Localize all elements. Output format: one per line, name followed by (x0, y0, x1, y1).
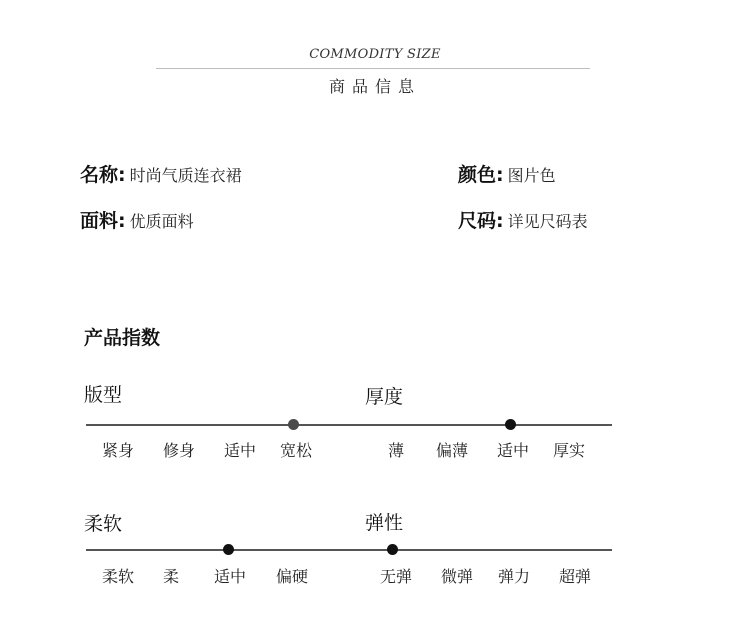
info-color (458, 160, 556, 187)
info-size-label: 尺码 (458, 210, 497, 232)
thickness-label: 厚度 (365, 386, 404, 408)
thickness-option: 偏薄 (435, 441, 468, 460)
elasticity-option: 无弹 (379, 567, 412, 586)
softness-option: 柔 (162, 567, 179, 586)
indices-title: 产品指数 (84, 327, 161, 349)
elasticity-option: 超弹 (558, 567, 591, 586)
softness-option: 偏硬 (275, 567, 308, 586)
info-colon: : (118, 164, 126, 186)
fit-thickness-scale-line (86, 424, 612, 426)
info-size-value: 详见尺码表 (507, 212, 588, 231)
info-colon: : (118, 210, 126, 232)
softness-option: 适中 (213, 567, 246, 586)
info-color-label: 颜色 (458, 164, 497, 186)
info-colon: : (496, 210, 504, 232)
elasticity-label: 弹性 (365, 512, 404, 534)
info-fabric-label: 面料 (80, 210, 119, 232)
header-subtitle: 商品信息 (328, 77, 421, 96)
softness-option: 柔软 (101, 567, 134, 586)
fit-option: 修身 (162, 441, 195, 460)
info-fabric (80, 206, 194, 233)
info-color-value: 图片色 (507, 166, 556, 185)
fit-label: 版型 (84, 384, 123, 406)
softness-selected-dot (223, 544, 234, 555)
fit-selected-dot (288, 419, 299, 430)
fit-option: 紧身 (101, 441, 134, 460)
elasticity-option: 弹力 (497, 567, 530, 586)
header-title: COMMODITY SIZE (309, 47, 441, 62)
info-fabric-value: 优质面料 (129, 212, 194, 231)
elasticity-option: 微弹 (440, 567, 473, 586)
info-name (80, 160, 242, 187)
fit-option: 宽松 (279, 441, 312, 460)
thickness-selected-dot (505, 419, 516, 430)
thickness-option: 适中 (496, 441, 529, 460)
info-colon: : (496, 164, 504, 186)
info-name-value: 时尚气质连衣裙 (129, 166, 242, 185)
info-size (458, 206, 588, 233)
softness-label: 柔软 (84, 513, 123, 535)
header-divider (156, 68, 590, 69)
thickness-option: 厚实 (552, 441, 585, 460)
softness-elasticity-scale-line (86, 549, 612, 551)
info-name-label: 名称 (80, 164, 119, 186)
thickness-option: 薄 (387, 441, 404, 460)
fit-option: 适中 (223, 441, 256, 460)
elasticity-selected-dot (387, 544, 398, 555)
